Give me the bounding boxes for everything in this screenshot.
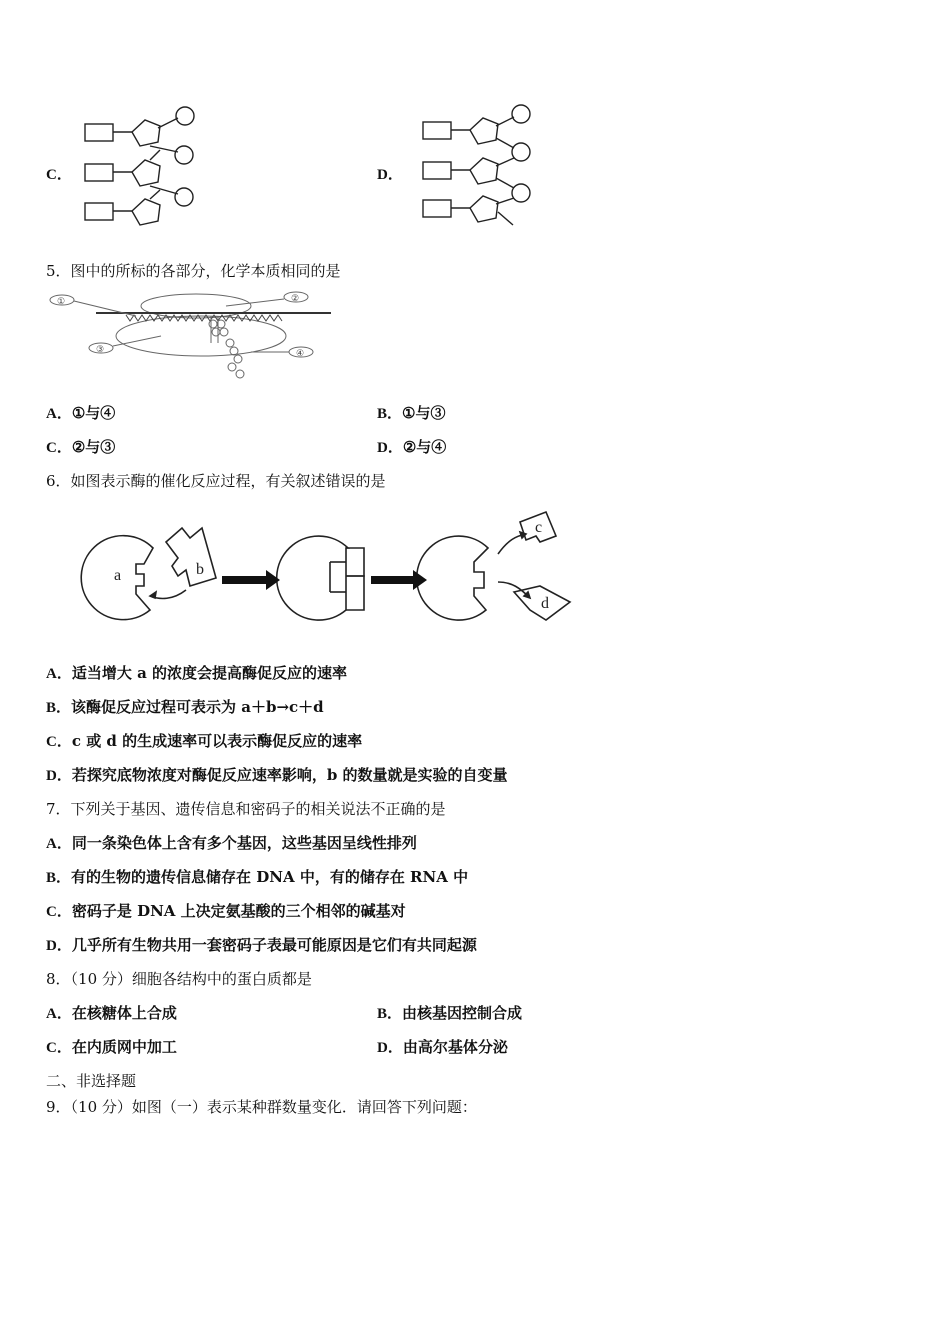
q6-stem: 6．如图表示酶的催化反应过程，有关叙述错误的是	[46, 472, 386, 490]
q5-label-3: ③	[96, 344, 105, 354]
q6-option-a: A．适当增大 a 的浓度会提高酶促反应的速率	[46, 664, 348, 682]
q5-label-1: ①	[57, 296, 66, 306]
section-title: 二、非选择题	[46, 1072, 137, 1090]
q4-option-c-figure	[80, 100, 205, 230]
q7-option-b: B．有的生物的遗传信息储存在 DNA 中，有的储存在 RNA 中	[46, 868, 469, 886]
q7-option-d: D．几乎所有生物共用一套密码子表最可能原因是它们有共同起源	[46, 936, 477, 954]
q6-label-d: d	[541, 595, 549, 612]
q5-label-4: ④	[296, 348, 305, 358]
q9-stem: 9．（10 分）如图（一）表示某种群数量变化．请回答下列问题：	[46, 1098, 477, 1116]
q4-option-d-figure	[418, 100, 543, 230]
q6-label-a: a	[114, 567, 122, 584]
q5-option-d: D．②与④	[377, 438, 447, 456]
q5-label-2: ②	[291, 293, 300, 303]
q8-option-a: A．在核糖体上合成	[46, 1004, 177, 1022]
q7-option-a: A．同一条染色体上含有多个基因，这些基因呈线性排列	[46, 834, 417, 852]
q6-label-c: c	[535, 519, 543, 536]
q7-stem: 7．下列关于基因、遗传信息和密码子的相关说法不正确的是	[46, 800, 446, 818]
q8-option-d: D．由高尔基体分泌	[377, 1038, 508, 1056]
q8-stem: 8．（10 分）细胞各结构中的蛋白质都是	[46, 970, 312, 988]
q4-option-d-letter: D．	[377, 167, 403, 183]
q8-option-c: C．在内质网中加工	[46, 1038, 177, 1056]
q8-option-b: B．由核基因控制合成	[377, 1004, 523, 1022]
q6-enzyme-figure	[78, 500, 573, 635]
q5-option-b: B．①与③	[377, 404, 446, 422]
q5-membrane-figure	[46, 288, 336, 388]
q6-option-c: C．c 或 d 的生成速率可以表示酶促反应的速率	[46, 732, 363, 750]
q5-option-c: C．②与③	[46, 438, 116, 456]
q6-option-d: D．若探究底物浓度对酶促反应速率影响，b 的数量就是实验的自变量	[46, 766, 508, 784]
q5-stem: 5．图中的所标的各部分，化学本质相同的是	[46, 262, 341, 280]
q6-option-b: B．该酶促反应过程可表示为 a＋b→c＋d	[46, 698, 324, 716]
q6-label-b: b	[196, 561, 204, 578]
q4-option-c-letter: C．	[46, 167, 72, 183]
q5-option-a: A．①与④	[46, 404, 116, 422]
q7-option-c: C．密码子是 DNA 上决定氨基酸的三个相邻的碱基对	[46, 902, 406, 920]
